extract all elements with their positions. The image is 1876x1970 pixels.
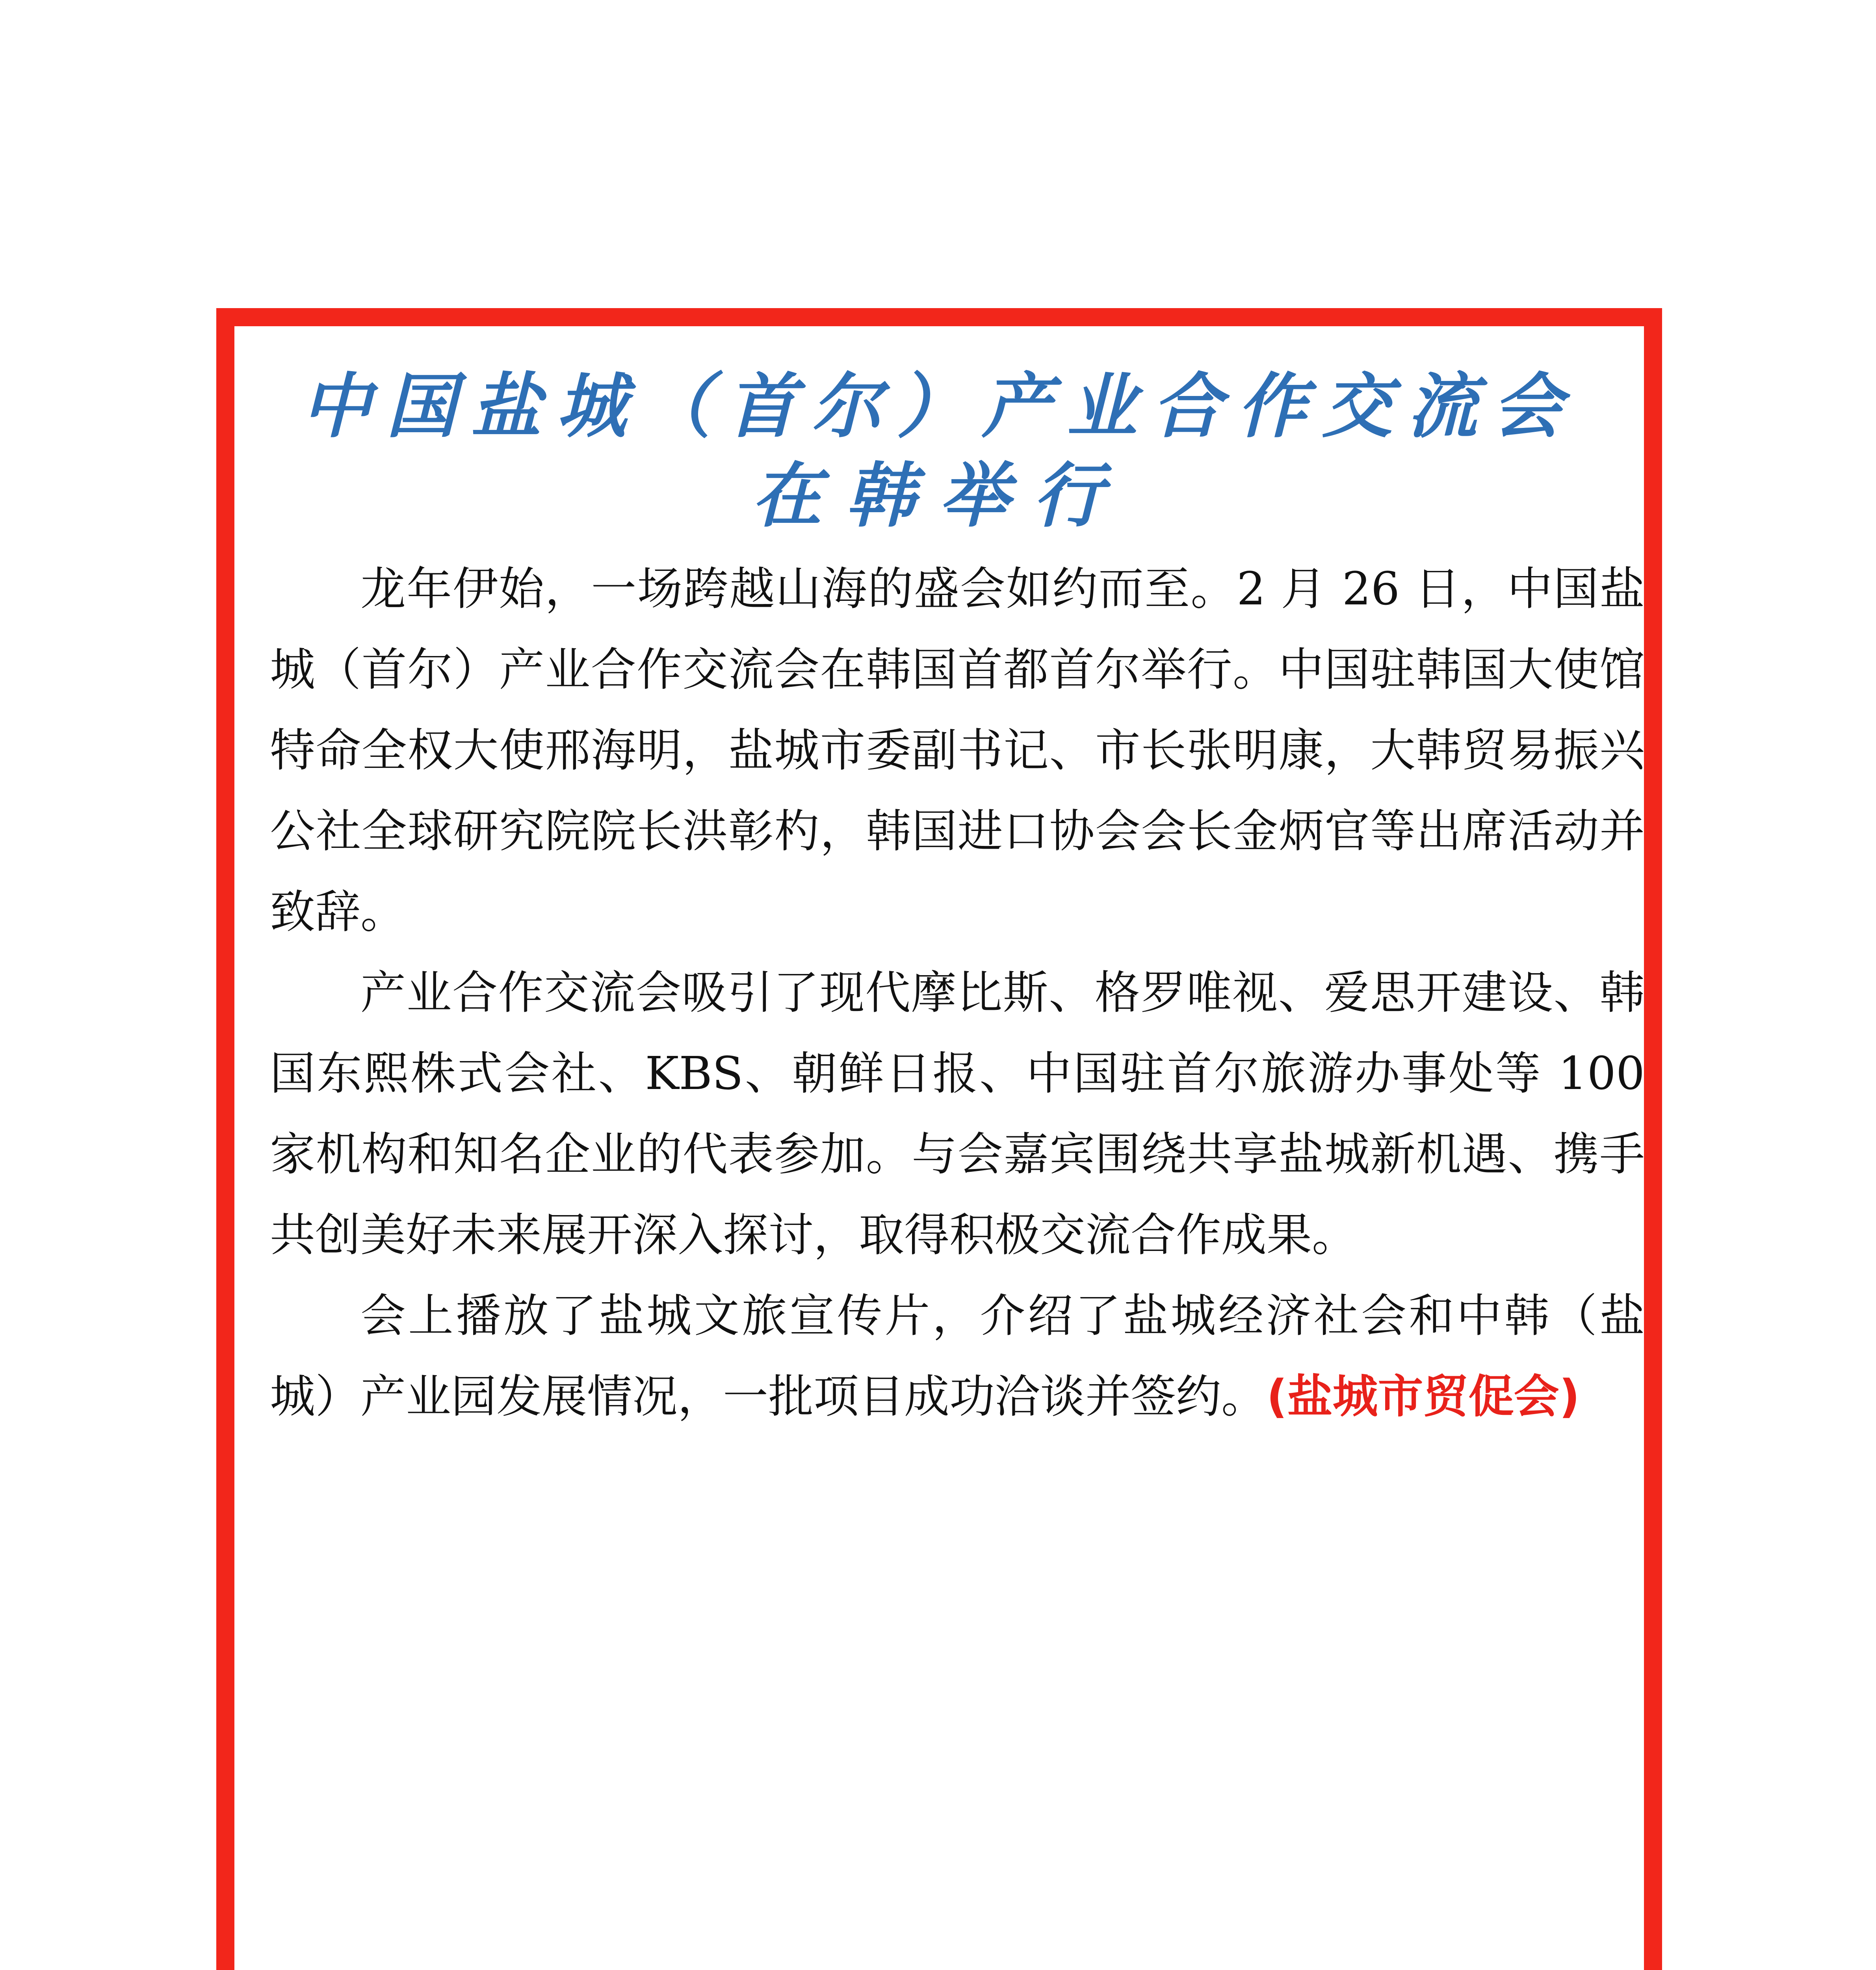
source-attribution: (盐城市贸促会) (1267, 1370, 1580, 1423)
paragraph-1: 龙年伊始，一场跨越山海的盛会如约而至。2 月 26 日，中国盐城（首尔）产业合作交流会在韩国首都首尔举行。中国驻韩国大使馆特命全权大使邢海明，盐城市委副书记、市长张明康，大韩贸易振兴公社全球研究院院长洪彰杓，韩国进口协会会长金炳官等出席活动并致辞。 (270, 563, 1645, 939)
paragraph-3 (270, 1276, 1645, 1437)
article-title-line-2: 在韩举行 (752, 454, 1127, 537)
page-frame (216, 308, 1662, 1970)
paragraph-3-text: 会上播放了盐城文旅宣传片，介绍了盐城经济社会和中韩（盐城）产业园发展情况，一批项目成功洽谈并签约。 (270, 1290, 1645, 1423)
article-title-line-1: 中国盐城（首尔）产业合作交流会 (301, 365, 1577, 447)
paragraph-2: 产业合作交流会吸引了现代摩比斯、格罗唯视、爱思开建设、韩国东熙株式会社、KBS、朝鲜日报、中国驻首尔旅游办事处等 100 家机构和知名企业的代表参加。与会嘉宾围绕共享盐城新机遇、携手共创美好未来展开深入探讨，取得积极交流合作成果。 (270, 966, 1645, 1262)
article-body (270, 549, 1645, 1437)
